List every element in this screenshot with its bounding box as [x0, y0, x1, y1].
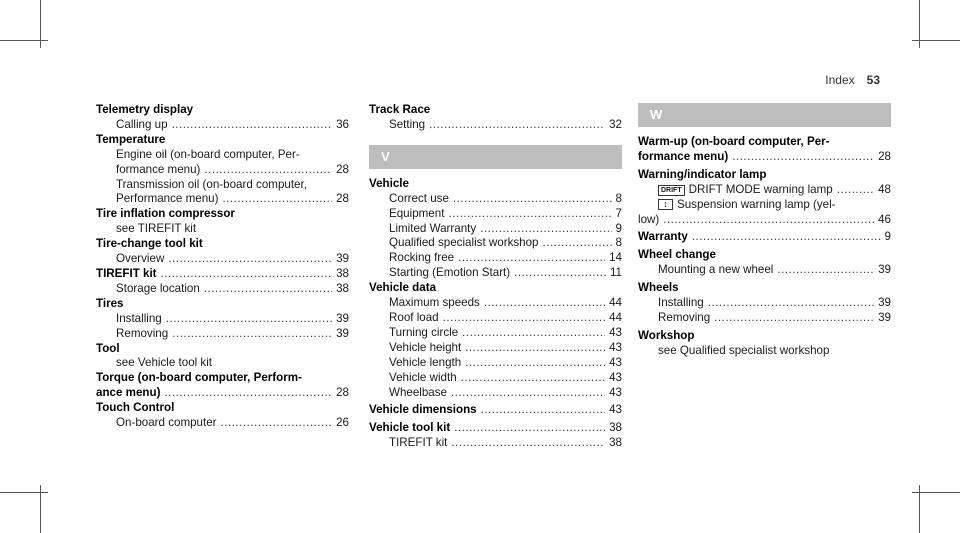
sub-entry-text: Starting (Emotion Start) — [389, 266, 511, 280]
sub-entry — [369, 222, 622, 237]
sub-entry — [369, 356, 622, 371]
leader-dots — [172, 118, 333, 133]
sub-entry — [638, 183, 891, 198]
entry-title: Wheels — [638, 281, 679, 295]
entry-title: Vehicle dimensions — [369, 403, 477, 417]
leader-dots — [451, 436, 605, 451]
page-ref[interactable]: 43 — [609, 385, 622, 399]
leader-dots — [443, 311, 605, 326]
index-entry — [638, 281, 891, 326]
leader-dots — [481, 403, 605, 418]
crop-mark — [40, 485, 41, 533]
page-ref[interactable]: 28 — [336, 192, 349, 206]
page-ref[interactable]: 28 — [878, 149, 891, 163]
page-ref[interactable]: 46 — [878, 212, 891, 226]
index-entry — [638, 168, 891, 228]
sub-entry-text: Turning circle — [389, 325, 459, 339]
leader-dots — [462, 326, 605, 341]
sub-entry-text: Setting — [389, 117, 426, 131]
crop-mark — [919, 485, 920, 533]
index-entry — [369, 281, 622, 400]
see-reference[interactable]: see Vehicle tool kit — [116, 356, 213, 370]
leader-dots — [480, 222, 611, 237]
sub-entry-text: Rocking free — [389, 251, 455, 265]
index-entry — [638, 329, 891, 359]
leader-dots — [451, 386, 605, 401]
sub-entry-text: Storage location — [116, 281, 200, 295]
sub-entry-text: Overview — [116, 252, 165, 266]
page-ref[interactable]: 38 — [609, 421, 622, 435]
header-section: Index — [825, 73, 855, 87]
entry-title: Temperature — [96, 132, 166, 146]
page-ref[interactable]: 38 — [609, 436, 622, 450]
page-ref[interactable]: 43 — [609, 340, 622, 354]
sub-entry — [638, 198, 891, 213]
leader-dots — [204, 282, 332, 297]
sub-entry-text: Installing — [116, 311, 162, 325]
sub-entry-text: TIREFIT kit — [389, 436, 448, 450]
leader-dots — [429, 118, 605, 133]
index-entry — [369, 421, 622, 451]
leader-dots — [453, 192, 612, 207]
sub-entry-text: DRIFT MODE warning lamp — [688, 182, 833, 196]
page-ref[interactable]: 38 — [336, 266, 349, 280]
page-ref[interactable]: 8 — [615, 191, 622, 205]
sub-entry — [638, 296, 891, 311]
index-entry — [96, 237, 349, 267]
sub-entry — [369, 436, 622, 451]
sub-entry — [96, 282, 349, 297]
page-ref[interactable]: 43 — [609, 370, 622, 384]
page-ref[interactable]: 44 — [609, 310, 622, 324]
entry-title: formance menu) — [638, 149, 729, 163]
sub-entry-text: Performance menu) — [116, 192, 219, 206]
entry-title: Tire-change tool kit — [96, 237, 203, 251]
sub-entry-text: formance menu) — [116, 162, 201, 176]
index-entry — [96, 103, 349, 133]
entry-title: ance menu) — [96, 386, 161, 400]
page-ref[interactable]: 26 — [336, 416, 349, 430]
leader-dots — [663, 213, 874, 228]
page-ref[interactable]: 9 — [615, 221, 622, 235]
sub-entry — [96, 327, 349, 342]
index-entry — [96, 401, 349, 431]
entry-title: Warm-up (on-board computer, Per- — [638, 135, 830, 148]
sub-entry — [369, 207, 622, 222]
section-letter-bar: V — [369, 145, 622, 169]
entry-title: Touch Control — [96, 401, 175, 415]
leader-dots — [222, 192, 332, 207]
sub-entry — [96, 192, 349, 207]
page-ref[interactable]: 43 — [609, 355, 622, 369]
sub-entry-text: Engine oil (on-board computer, Per- — [116, 147, 300, 161]
page-ref[interactable]: 11 — [609, 266, 622, 280]
sub-entry-text: Wheelbase — [389, 385, 448, 399]
sub-entry-text: low) — [638, 212, 660, 226]
leader-dots — [692, 230, 881, 245]
page-ref[interactable]: 28 — [336, 162, 349, 176]
entry-title: Warning/indicator lamp — [638, 167, 767, 181]
leader-dots — [732, 150, 874, 165]
leader-dots — [461, 371, 605, 386]
page-ref[interactable]: 39 — [878, 310, 891, 324]
sub-entry — [96, 416, 349, 431]
entry-title: Tire inflation compressor — [96, 207, 235, 221]
index-column-3 — [638, 103, 891, 359]
entry-title: Tool — [96, 341, 120, 355]
sub-entry — [369, 118, 622, 133]
sub-entry — [96, 312, 349, 327]
index-column-2 — [369, 103, 622, 451]
sub-entry-text: Removing — [116, 326, 169, 340]
sub-entry — [96, 252, 349, 267]
index-entry — [638, 230, 891, 245]
index-entry — [369, 177, 622, 281]
leader-dots — [708, 296, 874, 311]
leader-dots — [714, 311, 874, 326]
leader-dots — [221, 416, 333, 431]
entry-title: Wheel change — [638, 248, 716, 262]
sub-entry-text: Installing — [658, 296, 704, 310]
sub-entry-text: Limited Warranty — [389, 221, 477, 235]
leader-dots — [168, 252, 332, 267]
leader-dots — [164, 386, 332, 401]
page-ref[interactable]: 39 — [878, 263, 891, 277]
sub-entry-text: Vehicle length — [389, 355, 462, 369]
page-ref[interactable]: 43 — [609, 325, 622, 339]
sub-entry — [369, 236, 622, 251]
sub-entry — [369, 192, 622, 207]
sub-entry — [369, 296, 622, 311]
sub-entry — [638, 263, 891, 278]
sub-entry — [96, 118, 349, 133]
sub-entry — [369, 266, 622, 281]
entry-title-row — [96, 386, 349, 401]
entry-title: Tires — [96, 296, 124, 310]
entry-title: Telemetry display — [96, 103, 194, 116]
sub-entry-text: On-board computer — [116, 416, 217, 430]
index-entry — [96, 371, 349, 401]
entry-title-row — [369, 403, 622, 418]
index-entry — [96, 267, 349, 297]
leader-dots — [465, 341, 605, 356]
entry-title: Vehicle tool kit — [369, 421, 451, 435]
entry-title: Warranty — [638, 230, 688, 244]
leader-dots — [166, 312, 332, 327]
sub-entry-text: Removing — [658, 310, 711, 324]
index-entry — [96, 133, 349, 208]
index-entry — [369, 403, 622, 418]
index-entry — [96, 297, 349, 342]
sub-entry — [369, 311, 622, 326]
entry-title-row — [638, 150, 891, 165]
sub-entry-text: Qualified specialist workshop — [389, 236, 539, 250]
page-ref[interactable]: 44 — [609, 296, 622, 310]
sub-entry — [369, 341, 622, 356]
sub-entry-text: Maximum speeds — [389, 296, 480, 310]
sub-entry-text: Transmission oil (on-board computer, — [116, 177, 307, 191]
page-header — [825, 73, 880, 87]
sub-entry — [369, 386, 622, 401]
entry-title-row — [638, 230, 891, 245]
see-reference[interactable]: see TIREFIT kit — [116, 222, 197, 236]
see-reference[interactable]: see Qualified specialist workshop — [658, 343, 830, 357]
entry-title: Vehicle — [369, 176, 409, 190]
sub-entry — [369, 251, 622, 266]
page-ref[interactable]: 38 — [336, 281, 349, 295]
sub-entry — [638, 311, 891, 326]
leader-dots — [204, 163, 332, 178]
leader-dots — [448, 207, 611, 222]
sub-entry-text: Suspension warning lamp (yel- — [677, 197, 836, 211]
leader-dots — [172, 327, 332, 342]
sub-entry — [369, 371, 622, 386]
sub-entry-text: Equipment — [389, 206, 445, 220]
index-entry — [96, 342, 349, 372]
section-letter-bar: W — [638, 103, 891, 127]
page-ref[interactable]: 7 — [615, 206, 622, 220]
entry-title: Vehicle data — [369, 281, 437, 295]
sub-entry — [638, 213, 891, 228]
index-entry — [638, 135, 891, 165]
page-ref[interactable]: 32 — [609, 117, 622, 131]
index-column-1 — [96, 103, 349, 431]
page-ref[interactable]: 39 — [336, 311, 349, 325]
entry-title: Torque (on-board computer, Perform- — [96, 371, 302, 385]
page-number: 53 — [866, 73, 880, 87]
page-ref[interactable]: 39 — [336, 252, 349, 266]
page-ref[interactable]: 28 — [336, 386, 349, 400]
sub-entry-text: Vehicle height — [389, 340, 462, 354]
index-entry — [96, 207, 349, 237]
leader-dots — [777, 263, 874, 278]
sub-entry — [96, 163, 349, 178]
crop-mark — [40, 0, 41, 48]
crop-mark — [919, 0, 920, 48]
leader-dots — [454, 421, 605, 436]
entry-title: Workshop — [638, 328, 695, 342]
page-ref[interactable]: 48 — [878, 182, 891, 196]
index-entry — [638, 248, 891, 278]
leader-dots — [161, 267, 333, 282]
page-ref[interactable]: 39 — [336, 326, 349, 340]
entry-title-row — [369, 421, 622, 436]
sub-entry-text: Roof load — [389, 310, 439, 324]
leader-dots — [543, 236, 612, 251]
sub-entry-text: Correct use — [389, 191, 449, 205]
suspension-icon: ↕ — [658, 199, 673, 210]
index-entry — [369, 103, 622, 133]
entry-title: TIREFIT kit — [96, 266, 157, 280]
leader-dots — [458, 251, 605, 266]
sub-entry-text: Vehicle width — [389, 370, 457, 384]
page-ref[interactable]: 14 — [609, 251, 622, 265]
leader-dots — [514, 266, 606, 281]
page-ref[interactable]: 8 — [615, 236, 622, 250]
drift-mode-icon: DRIFT — [658, 185, 685, 196]
leader-dots — [465, 356, 605, 371]
page-ref[interactable]: 9 — [884, 230, 891, 244]
leader-dots — [837, 183, 874, 198]
page-ref[interactable]: 43 — [609, 403, 622, 417]
sub-entry-text: Mounting a new wheel — [658, 263, 774, 277]
sub-entry-text: Calling up — [116, 117, 168, 131]
page-ref[interactable]: 39 — [878, 296, 891, 310]
page-ref[interactable]: 36 — [336, 117, 349, 131]
entry-title-row — [96, 267, 349, 282]
leader-dots — [484, 296, 605, 311]
entry-title: Track Race — [369, 103, 431, 116]
sub-entry — [369, 326, 622, 341]
